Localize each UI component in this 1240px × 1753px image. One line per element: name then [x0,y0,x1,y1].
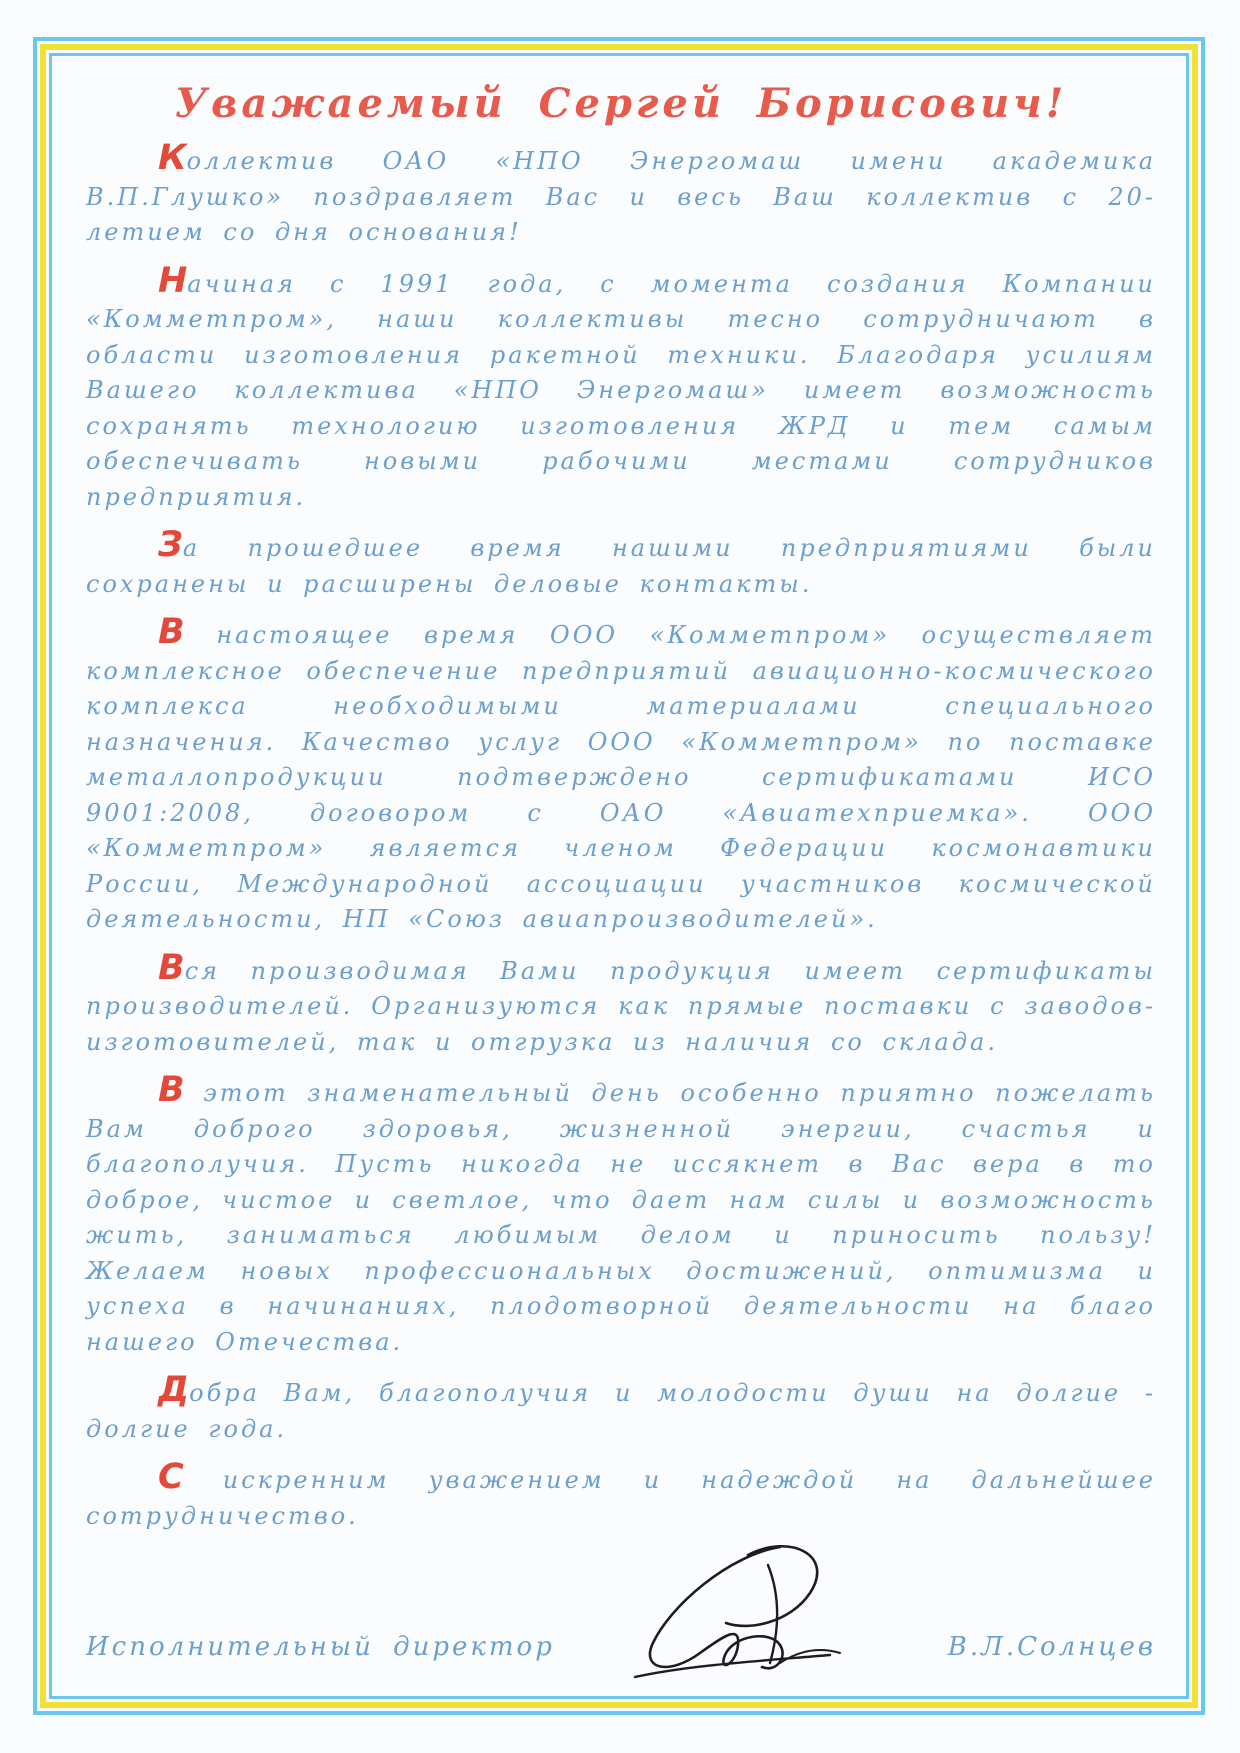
paragraph-text: искренним уважением и надеждой на дальнейшее сотрудничество. [86,1466,1156,1530]
letter-body [86,80,1156,1547]
initial-letter: С [158,1457,184,1497]
signature-row [86,1610,1156,1670]
paragraph-1 [86,138,1156,251]
paragraph-text: а прошедшее время нашими предприятиями были сохранены и расширены деловые контакты. [86,534,1156,598]
initial-letter: Д [158,1370,190,1410]
initial-letter: В [158,612,185,652]
paragraph-text: обра Вам, благополучия и молодости души на долгие - долгие года. [86,1379,1156,1443]
signatory-title: Исполнительный директор [86,1632,555,1662]
paragraph-text: ачиная с 1991 года, с момента создания Компании «Комметпром», наши коллективы тесно сотрудничают в области изготовления ракетной техники. Благодаря усилиям Вашего коллектива «НПО Энергомаш» имеет возможность сохранять технологию изготовления ЖРД и тем самым обеспечивать новыми рабочими местами сотрудников предприятия. [86,269,1156,511]
signatory-name: В.Л.Солнцев [947,1632,1156,1662]
letter-greeting: Уважаемый Сергей Борисович! [174,80,1068,127]
paragraph-2 [86,260,1156,516]
paragraph-text: ся производимая Вами продукция имеет сертификаты производителей. Организуются как прямые поставки с заводов-изготовителей, так и отгрузка из наличия со склада. [86,956,1156,1056]
paragraph-text: этот знаменательный день особенно приятно пожелать Вам доброго здоровья, жизненной энергии, счастья и благополучия. Пусть никогда не иссякнет в Вас вера в то доброе, чистое и светлое, что дает нам силы и возможность жить, заниматься любимым делом и приносить пользу! Желаем новых профессиональных достижений, оптимизма и успеха в начинаниях, плодотворной деятельности на благо нашего Отечества. [86,1079,1156,1356]
paragraph-text: настоящее время ООО «Комметпром» осуществляет комплексное обеспечение предприятий авиационно-космического комплекса необходимыми материалами специального назначения. Качество услуг ООО «Комметпром» по поставке металлопродукции подтверждено сертификатами ИСО 9001:2008, договором с ОАО «Авиатехприемка». ООО «Комметпром» является членом Федерации космонавтики России, Международной ассоциации участников космической деятельности, НП «Союз авиапроизводителей». [86,621,1156,933]
initial-letter: В [158,1070,185,1110]
paragraph-8 [86,1457,1156,1534]
initial-letter: Н [158,260,188,301]
paragraph-3 [86,525,1156,602]
initial-letter: В [158,947,185,988]
initial-letter: К [158,138,187,178]
paragraph-4 [86,612,1156,938]
paragraph-text: оллектив ОАО «НПО Энергомаш имени академика В.П.Глушко» поздравляет Вас и весь Ваш коллектив с 20-летием со дня основания! [86,147,1156,246]
paragraph-7 [86,1370,1156,1447]
paragraph-6 [86,1070,1156,1360]
initial-letter: З [158,525,183,565]
paragraph-5 [86,947,1156,1061]
